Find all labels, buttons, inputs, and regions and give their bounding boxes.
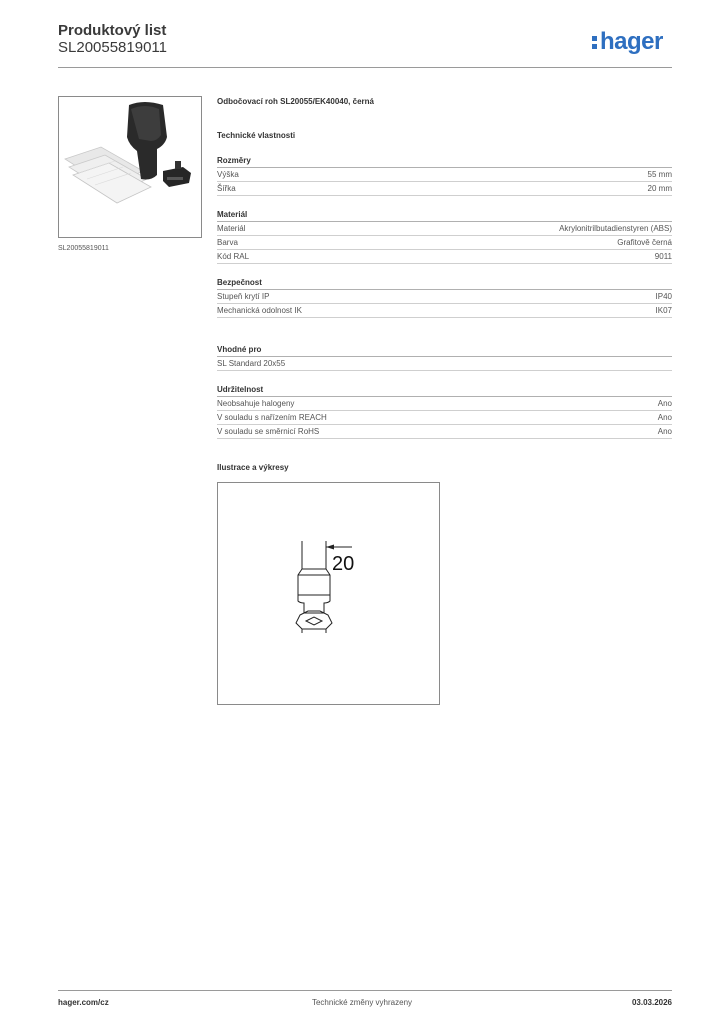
row-label: Šířka [217, 184, 236, 193]
row-label: Mechanická odolnost IK [217, 306, 302, 315]
drawing-icon [218, 483, 439, 704]
footer-date: 03.03.2026 [631, 998, 672, 1007]
row-value: Ano [657, 413, 672, 422]
row-value: Akrylonitrilbutadienstyren (ABS) [559, 224, 672, 233]
row-label: Kód RAL [217, 252, 250, 261]
row-value: Ano [657, 399, 672, 408]
technical-heading: Technické vlastnosti [217, 131, 296, 140]
table-row [217, 222, 672, 236]
row-value: IP40 [655, 292, 672, 301]
table-row [217, 411, 672, 425]
header-divider [58, 67, 672, 68]
table-row [217, 304, 672, 318]
logo-text: hager [600, 28, 663, 55]
product-name: Odbočovací roh SL20055/EK40040, černá [217, 97, 374, 106]
group-suitable-for [217, 343, 672, 371]
row-label: Materiál [217, 224, 246, 233]
table-row [217, 425, 672, 439]
technical-drawing [217, 482, 440, 705]
page-title: Produktový list [58, 22, 167, 39]
row-label: V souladu se směrnicí RoHS [217, 427, 320, 436]
group-title: Materiál [217, 208, 672, 222]
group-title: Rozměry [217, 154, 672, 168]
row-label: V souladu s nařízením REACH [217, 413, 327, 422]
group-title: Udržitelnost [217, 383, 672, 397]
row-value: Grafitově černá [617, 238, 672, 247]
group-dimensions [217, 154, 672, 196]
product-photo-icon [59, 97, 201, 237]
table-row [217, 182, 672, 196]
footer-notice: Technické změny vyhrazeny [311, 998, 413, 1007]
product-photo [58, 96, 202, 238]
table-row [217, 168, 672, 182]
row-value: IK07 [655, 306, 672, 315]
table-row [217, 397, 672, 411]
row-label: Barva [217, 238, 238, 247]
row-value: Ano [657, 427, 672, 436]
group-safety [217, 276, 672, 318]
group-title: Bezpečnost [217, 276, 672, 290]
logo-dots-icon [592, 34, 598, 50]
row-label: Výška [217, 170, 239, 179]
table-row [217, 290, 672, 304]
dimension-label: 20 [332, 553, 355, 575]
row-label: Neobsahuje halogeny [217, 399, 295, 408]
table-row [217, 236, 672, 250]
group-sustainability [217, 383, 672, 439]
group-material [217, 208, 672, 264]
footer-website-link[interactable]: hager.com/cz [58, 998, 109, 1007]
photo-caption: SL20055819011 [58, 245, 109, 252]
row-label: Stupeň krytí IP [217, 292, 270, 301]
group-title: Vhodné pro [217, 343, 672, 357]
footer-divider [58, 990, 672, 991]
hager-logo [592, 28, 663, 56]
product-code: SL20055819011 [58, 39, 167, 56]
row-value: 20 mm [647, 184, 672, 193]
row-value: 55 mm [647, 170, 672, 179]
table-row [217, 250, 672, 264]
row-label: SL Standard 20x55 [217, 359, 286, 368]
row-value: 9011 [654, 252, 672, 261]
table-row [217, 357, 672, 371]
illustration-heading: Ilustrace a výkresy [217, 463, 289, 472]
